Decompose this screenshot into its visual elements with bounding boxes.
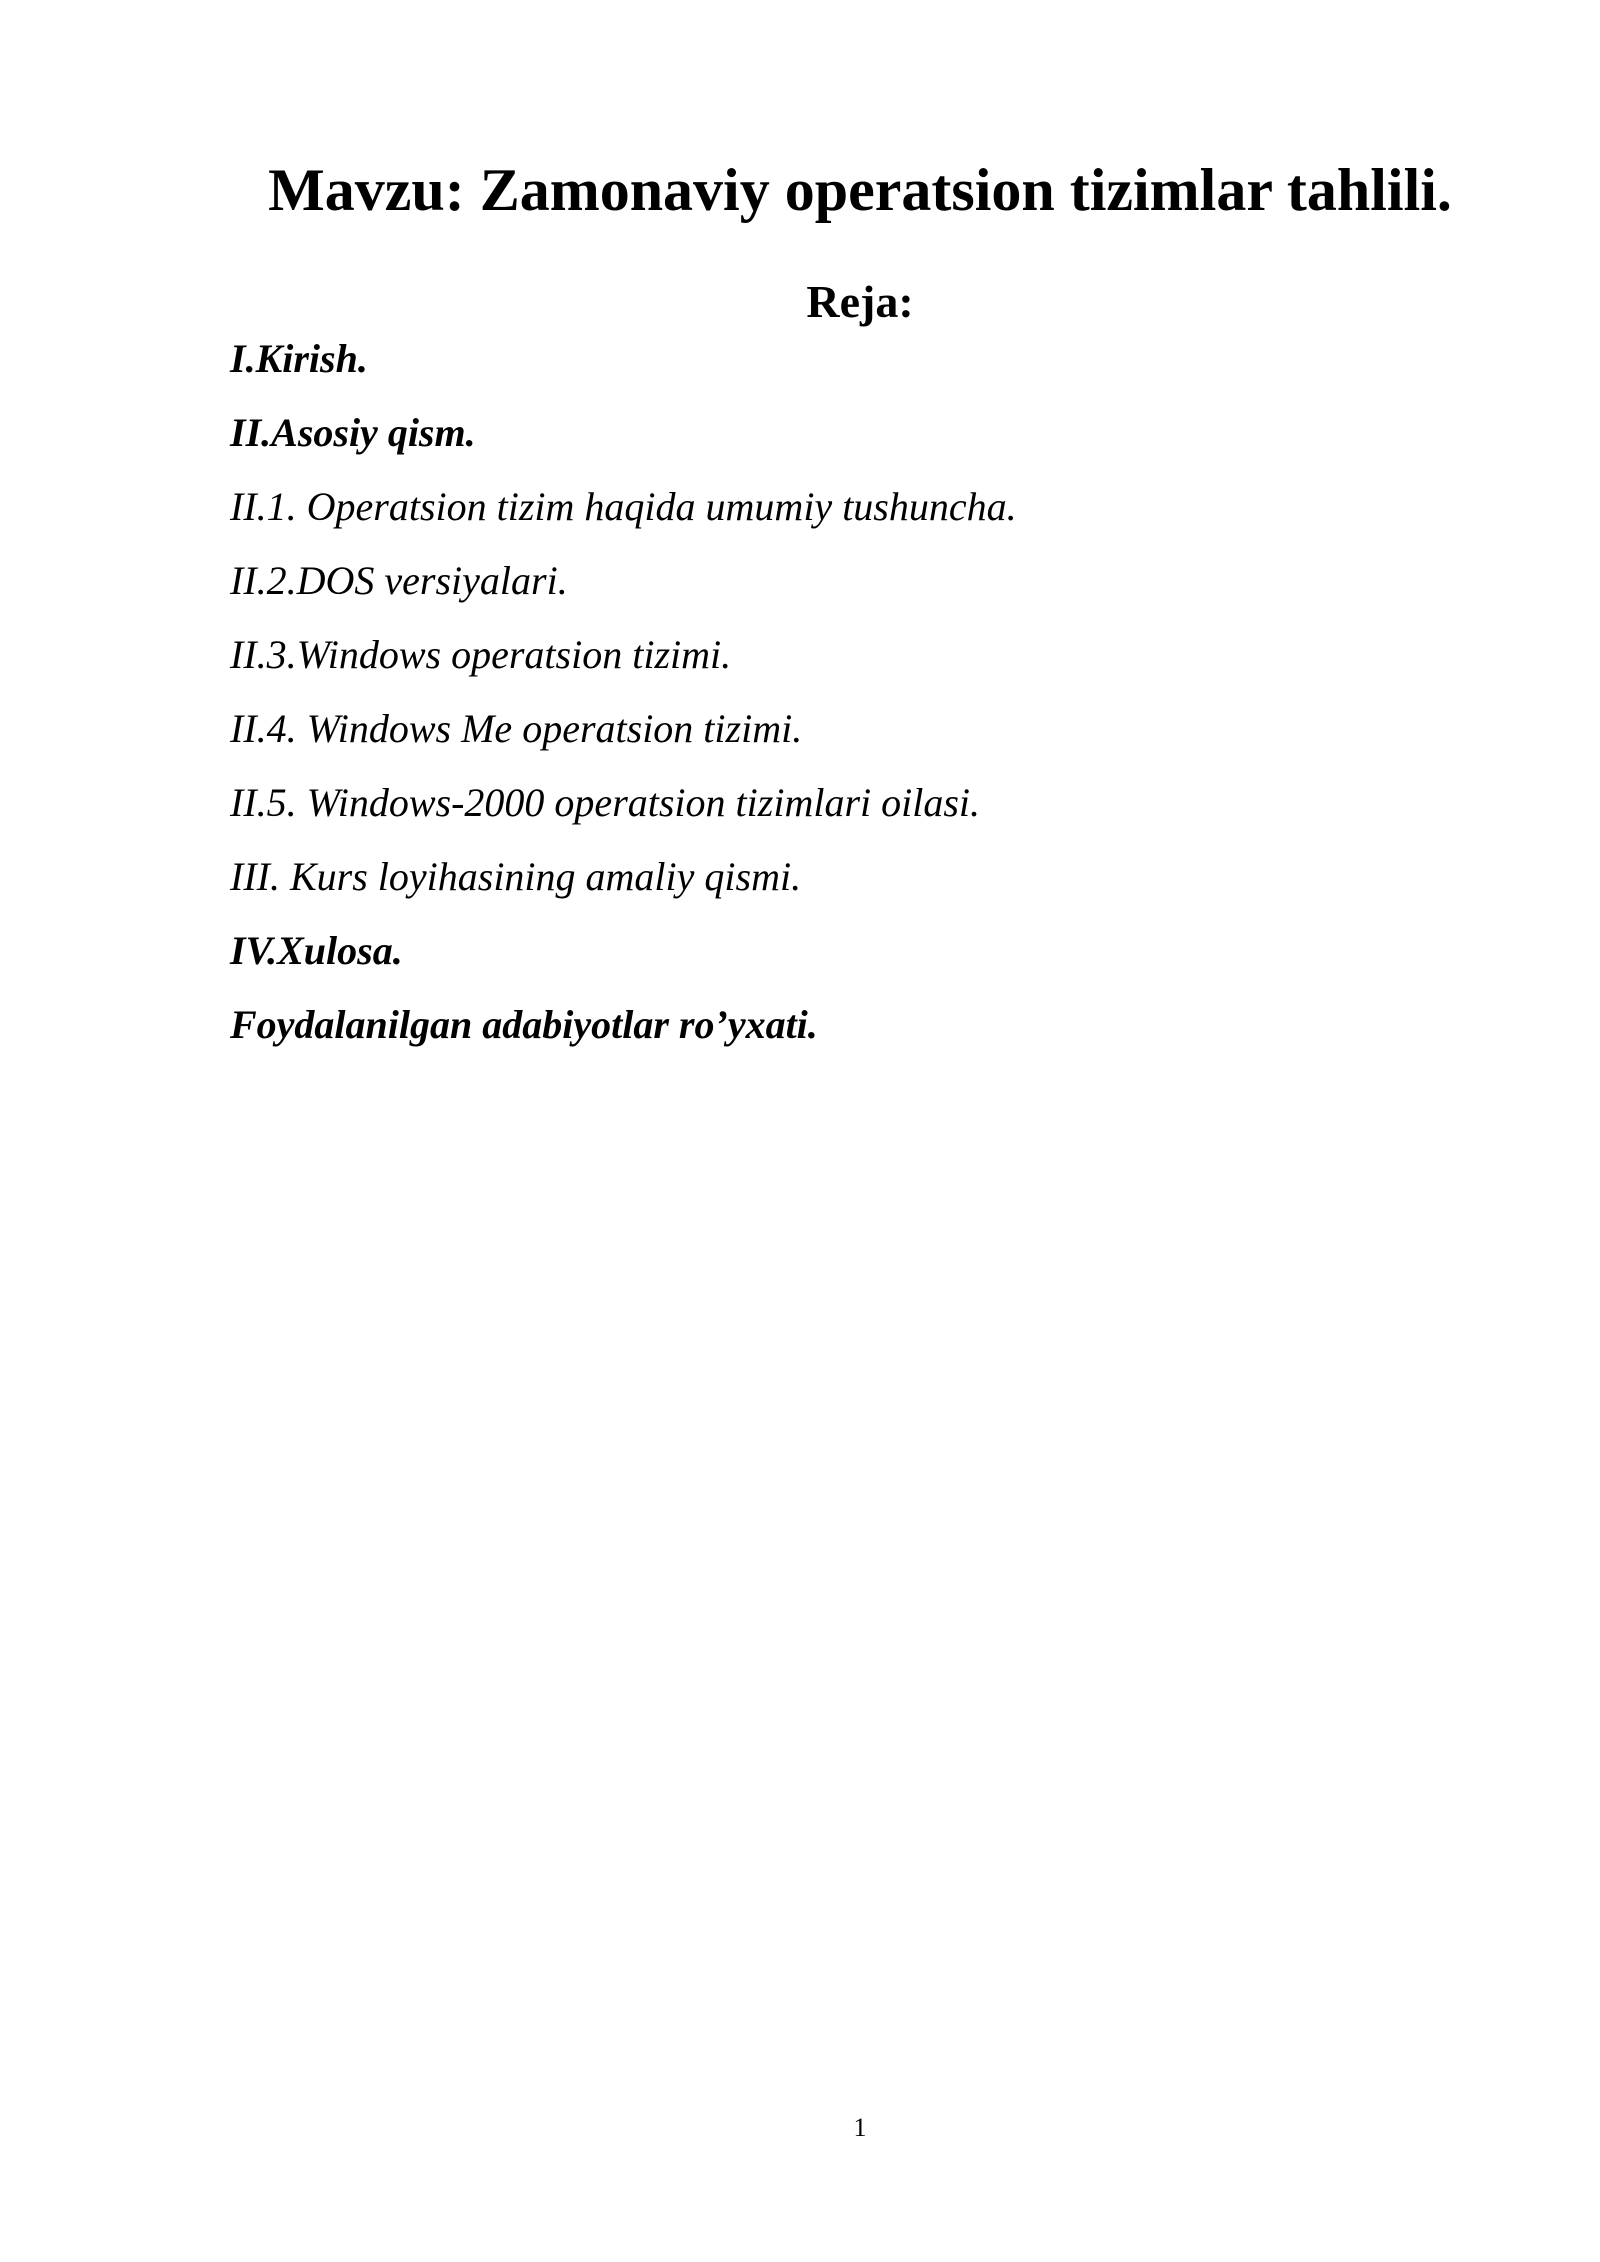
plan-item-os-overview: II.1. Operatsion tizim haqida umumiy tushuncha. — [230, 484, 1017, 529]
page-title: Mavzu: Zamonaviy operatsion tizimlar tahlili. — [268, 157, 1452, 223]
plan-item-windows-2000: II.5. Windows-2000 operatsion tizimlari oilasi. — [230, 780, 981, 825]
page-number: 1 — [853, 2113, 867, 2142]
plan-item-conclusion: IV.Xulosa. — [230, 928, 403, 973]
plan-item-references: Foydalanilgan adabiyotlar ro’yxati. — [230, 1002, 818, 1047]
plan-item-windows-os: II.3.Windows operatsion tizimi. — [230, 632, 732, 677]
plan-heading: Reja: — [806, 276, 914, 327]
plan-item-introduction: I.Kirish. — [230, 336, 368, 381]
plan-item-windows-me: II.4. Windows Me operatsion tizimi. — [230, 706, 803, 751]
plan-item-practical-part: III. Kurs loyihasining amaliy qismi. — [230, 854, 802, 899]
plan-list — [230, 322, 1017, 1062]
plan-item-main-part: II.Asosiy qism. — [230, 410, 476, 455]
plan-item-dos-versions: II.2.DOS versiyalari. — [230, 558, 568, 603]
